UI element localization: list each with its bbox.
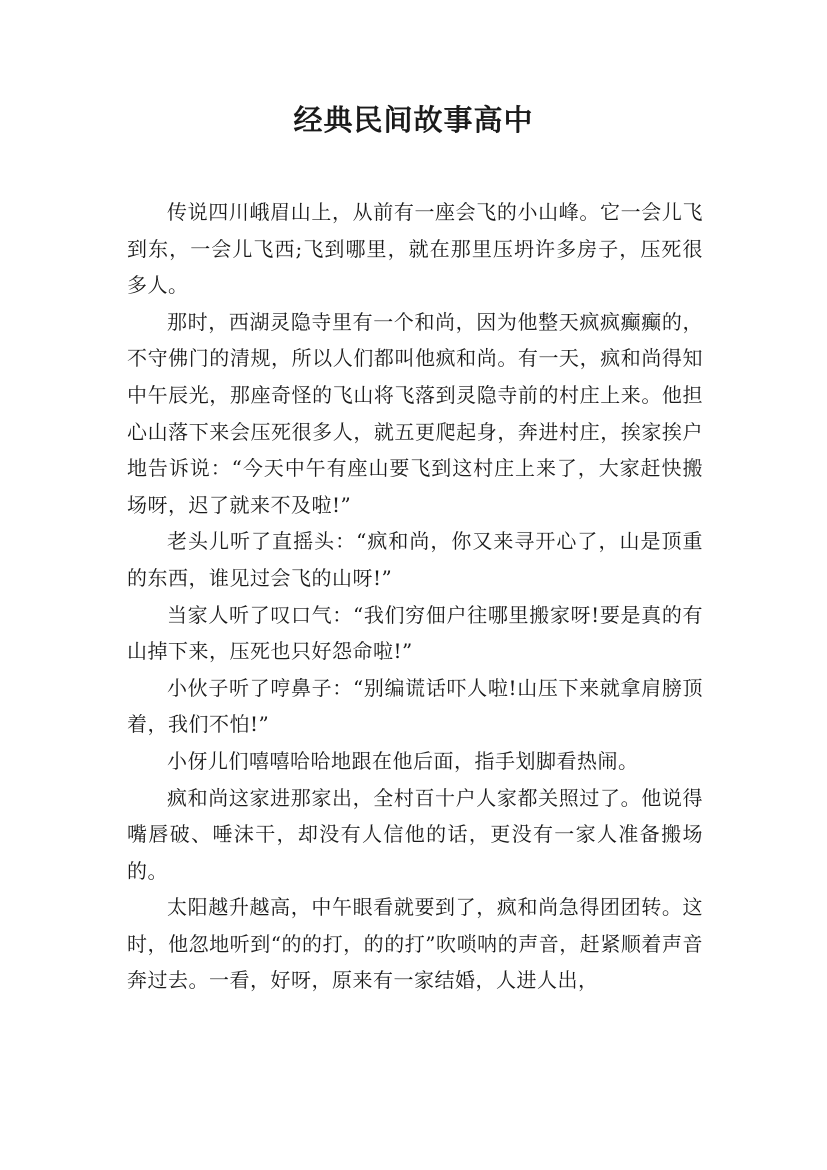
document-body [127,194,703,999]
paragraph: 疯和尚这家进那家出，全村百十户人家都关照过了。他说得嘴唇破、唾沫干，却没有人信他的话，更没有一家人准备搬场的。 [127,785,703,883]
paragraph: 小伢儿们嘻嘻哈哈地跟在他后面，指手划脚看热闹。 [167,748,639,773]
paragraph: 小伙子听了哼鼻子：“别编谎话吓人啦!山压下来就拿肩膀顶着，我们不怕!” [127,675,703,737]
paragraph: 那时，西湖灵隐寺里有一个和尚，因为他整天疯疯癫癫的，不守佛门的清规，所以人们都叫他疯和尚。有一天，疯和尚得知中午辰光，那座奇怪的飞山将飞落到灵隐寺前的村庄上来。他担心山落下来会压死很多人，就五更爬起身，奔进村庄，挨家挨户地告诉说：“今天中午有座山要飞到这村庄上来了，大家赶快搬场呀，迟了就来不及啦!” [127,309,703,517]
paragraph: 太阳越升越高，中午眼看就要到了，疯和尚急得团团转。这时，他忽地听到“的的打，的的打”吹唢呐的声音，赶紧顺着声音奔过去。一看，好呀，原来有一家结婚，人进人出， [127,895,703,993]
paragraph: 当家人听了叹口气：“我们穷佃户往哪里搬家呀!要是真的有山掉下来，压死也只好怨命啦!” [127,602,703,664]
paragraph: 传说四川峨眉山上，从前有一座会飞的小山峰。它一会儿飞到东，一会儿飞西;飞到哪里，就在那里压坍许多房子，压死很多人。 [127,200,703,298]
document-title: 经典民间故事高中 [293,103,534,137]
paragraph: 老头儿听了直摇头：“疯和尚，你又来寻开心了，山是顶重的东西，谁见过会飞的山呀!” [127,529,703,590]
